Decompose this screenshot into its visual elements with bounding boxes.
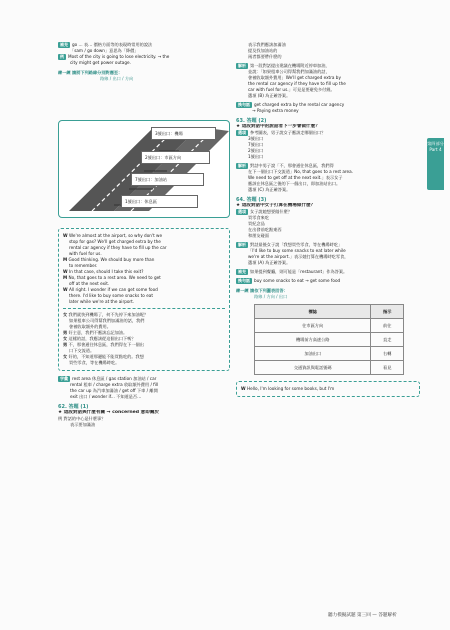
word-note-text: rest area 休息區 / gas station 加油站 / car <box>72 376 157 381</box>
paraphrase-block <box>236 102 420 114</box>
exit-text: 2號出口：市區方向 <box>145 154 182 160</box>
section-title: 62. 答題 (1) <box>58 404 89 410</box>
practice-sub <box>58 76 230 82</box>
speaker: 男 <box>63 330 68 335</box>
translation-text: 好的，不知道那邊能不能買點吃的。我想 <box>68 354 144 359</box>
analysis-text: 對話中男子說「不，那會通往休息區，我們得 <box>250 163 334 168</box>
option-line: 7號出口 <box>248 142 264 147</box>
dialogue-text: No, that goes to a rest area. We need to get <box>68 275 161 280</box>
table-cell: 右轉 <box>371 347 404 361</box>
speaker: W <box>63 233 68 238</box>
dialogue-text: All right. I wonder if we can get some food <box>68 287 158 292</box>
translation-line <box>63 360 225 366</box>
table-header-row <box>255 305 404 319</box>
right-top-line: 提及找加油站的 <box>248 48 278 53</box>
dialogue-text: rental car agency if they have to fill up the car <box>69 245 167 250</box>
word-note <box>58 376 230 400</box>
speaker: 男 <box>63 342 68 347</box>
analysis-block <box>236 63 420 99</box>
table-cell: 往市區方向 <box>255 319 371 333</box>
last-line-text: Hello, I'm looking for some books, but I'm <box>246 386 335 391</box>
section-title: 64. 答題 (3) <box>236 197 267 203</box>
table-cell: 加油出口 <box>255 347 371 361</box>
option-text: 女子說她想要做什麼？ <box>250 209 292 214</box>
left-top-text: city might get power outage. <box>70 60 131 65</box>
paraphrase-line: → Paying extra money <box>252 108 299 113</box>
dialogue-text: We're almost at the airport, so why don't we <box>68 233 163 238</box>
tag-label: 字彙 <box>60 376 68 381</box>
tag-label: 解析 <box>238 163 246 168</box>
tag-label: 補充 <box>60 42 68 47</box>
analysis-line: 「I'd like to buy some snacks to eat later while <box>248 248 346 253</box>
side-tab-text: 第四部分 Part 4 <box>427 141 444 152</box>
section-question: ★ 這段對話與什麼有關 → concerned 意即關於 <box>58 410 160 415</box>
analysis-text: 第一段對話提出建議在機場附近停車加油， <box>250 63 330 68</box>
speaker: M <box>63 257 68 262</box>
paraphrase-text: get charged extra by the rental car agency <box>254 102 345 107</box>
left-column <box>58 42 230 82</box>
practice-heading-text: 練一練 請將下列路線分別對應至： <box>58 70 123 75</box>
translation-text: 這樣的話，我應該從這個出口下嗎？ <box>68 336 136 341</box>
exit-label-2 <box>141 151 210 164</box>
section-line: 例 對話的中心是什麼事？ <box>58 416 106 421</box>
table-row <box>255 361 404 375</box>
table-cell: 機場前方高速公路 <box>255 333 371 347</box>
analysis-block <box>236 163 420 193</box>
guide-table-wrap <box>254 304 420 375</box>
tag-label: 補充 <box>238 269 246 274</box>
exit-text: 3號出口：機場 <box>155 130 183 136</box>
practice2-sub <box>236 294 420 300</box>
analysis-line: 選項 (A) 為正確答案。 <box>248 260 291 265</box>
exit-label-1 <box>151 127 216 140</box>
exit-label-3 <box>131 173 204 186</box>
translation-text: 不，那會通往休息區，我們得在下一個出 <box>68 342 144 347</box>
option-line: 3號出口 <box>248 136 264 141</box>
word-note-text: exit 出口 / wonder if... 不知道是否… <box>70 394 142 399</box>
road-diagram <box>58 120 230 218</box>
right-top-line: 兩者都要帶什麼的 <box>248 54 282 59</box>
dialogue-text: off at the next exit. <box>69 281 110 286</box>
analysis-line: 並說：「如果租車公司得幫我們加滿油的話， <box>248 69 330 74</box>
table-cell: 交通資訊與電話號碼 <box>255 361 371 375</box>
option-text: 參考圖表，男子說女子應該走哪個出口？ <box>250 130 326 135</box>
speaker: W <box>63 269 68 274</box>
exit-text: 7號出口：加油站 <box>135 176 167 182</box>
exit-label-4 <box>121 195 198 208</box>
right-top-line: 表示我們應該加滿油 <box>248 42 286 47</box>
practice-sub-text: 路線 / 出口 / 方向 <box>100 76 134 81</box>
dialogue-text: to remember. <box>69 263 98 268</box>
last-dialogue-box <box>236 381 420 397</box>
paraphrase-2 <box>236 278 420 284</box>
speaker: 女 <box>63 312 68 317</box>
paraphrase-2-text: buy some snacks to eat → get some food <box>254 278 341 283</box>
vocab-note <box>236 269 420 275</box>
analysis-line: 選項 (C) 為正確答案。 <box>248 187 291 192</box>
section-title: 63. 答題 (2) <box>236 118 267 124</box>
section-line: 表示要加滿油 <box>70 422 96 427</box>
vocab-note-text: 如果提到餐廳，則可能是「restaurant」作為答案。 <box>250 269 348 274</box>
tag-label: 選項 <box>238 209 246 214</box>
side-tab <box>427 138 444 190</box>
analysis-line: car with fuel for us.」可見是要避免多付錢。 <box>248 87 335 92</box>
tag-label: 選項 <box>238 130 246 135</box>
table-row <box>255 347 404 361</box>
dialogue-line <box>63 299 225 305</box>
translation-text: 買些零食，等在機場時吃。 <box>69 360 120 365</box>
translation-text: 我們就快到機場了，何不先停下來加油呢？ <box>68 312 149 317</box>
analysis-line: 應該在休息區之後的下一個出口，即加油站出口。 <box>248 181 341 186</box>
practice2-heading-text: 練一練 請依下列圖表回答： <box>236 288 288 293</box>
word-note-text: rental 租車 / charge extra 收取額外費用 / fill <box>70 382 159 387</box>
tag-label: 換句話 <box>238 278 250 283</box>
table-cell: 看見 <box>371 361 404 375</box>
analysis-line: the rental car agency if they have to fill up the <box>248 81 346 86</box>
tag-label: 例 <box>60 54 64 59</box>
analysis-block <box>236 242 420 266</box>
tag-label: 解析 <box>238 242 246 247</box>
analysis-text: 對話最後女子說「我想買些零食，等在機場時吃」 <box>250 242 343 247</box>
translation-text: 好主意，我們不應該忘記加油。 <box>68 330 128 335</box>
table-cell: 直走 <box>371 333 404 347</box>
option-line: 買紀念品 <box>248 221 265 226</box>
left-top-text: 「sam / go down」意思為「降價」 <box>70 48 139 53</box>
speaker: W <box>63 287 68 292</box>
translation-text: 口下交流道。 <box>69 348 95 353</box>
exit-text: 1號出口：休息區 <box>125 198 157 204</box>
table-row <box>255 319 404 333</box>
dialogue-english <box>58 228 230 371</box>
section-question: ★ 這段對話中的說話者下一步會做什麼？ <box>236 124 320 129</box>
section-question: ★ 這段對話中女子打算在機場做什麼？ <box>236 203 316 208</box>
table-header: 指示 <box>371 305 404 319</box>
analysis-line: we're at the airport.」表示她打算在機場時吃零食， <box>248 254 349 259</box>
word-note-line <box>58 394 230 400</box>
guide-table <box>254 304 404 375</box>
table-cell: 前往 <box>371 319 404 333</box>
dialogue-text: In that case, should I take this exit? <box>68 269 144 274</box>
word-note-text: the car up 為汽車加滿油 / get off 下車 / 離開 <box>70 388 158 393</box>
dialogue-box <box>58 224 230 428</box>
analysis-line: We need to get off at the next exit.」表示女子 <box>248 175 343 180</box>
translation-text: 如果租車公司得幫我們加滿油的話，我們 <box>69 318 145 323</box>
left-top-text: go ... 表… 價格方面等的表現時常用的說法 <box>72 42 153 47</box>
translation-text: 會被收取額外的費用。 <box>69 324 111 329</box>
page-footer: 聽力模擬試題 第三回 — 答題解析 <box>328 613 397 618</box>
option-line: 買零食來吃 <box>248 215 269 220</box>
left-top-text: Most of the city is going to lose electricity. → the <box>68 54 170 59</box>
dialogue-text: with fuel for us. <box>69 251 102 256</box>
option-line: 在出發前吃點東西 <box>248 227 282 232</box>
speaker: 女 <box>63 354 68 359</box>
tag-label: 換句話 <box>238 102 250 107</box>
option-line: 和朋友碰面 <box>248 233 269 238</box>
option-line: 1號出口 <box>248 154 264 159</box>
left-top-line <box>58 60 230 66</box>
practice2-sub-text: 路線 / 方向 / 出口 <box>254 294 288 299</box>
dialogue-text: stop for gas? We'll get charged extra by the <box>69 239 161 244</box>
dialogue-text: later while we're at the airport. <box>69 299 135 304</box>
table-header: 標誌 <box>255 305 371 319</box>
table-row <box>255 333 404 347</box>
analysis-line: 會被收取額外費用」We'll get charged extra by <box>248 75 341 80</box>
speaker: 女 <box>63 336 68 341</box>
right-column <box>236 42 420 397</box>
option-line: 2號出口 <box>248 148 264 153</box>
dialogue-text: there. I'd like to buy some snacks to eat <box>69 293 153 298</box>
analysis-line: 選項 (B) 為正確答案。 <box>248 93 291 98</box>
tag-label: 解析 <box>238 63 246 68</box>
analysis-line: 在下一個出口下交流道」No, that goes to a rest area. <box>248 169 354 174</box>
divider <box>63 308 225 309</box>
dialogue-text: Good thinking. We should buy more than <box>68 257 155 262</box>
speaker: M <box>63 275 68 280</box>
speaker: W <box>241 386 246 391</box>
